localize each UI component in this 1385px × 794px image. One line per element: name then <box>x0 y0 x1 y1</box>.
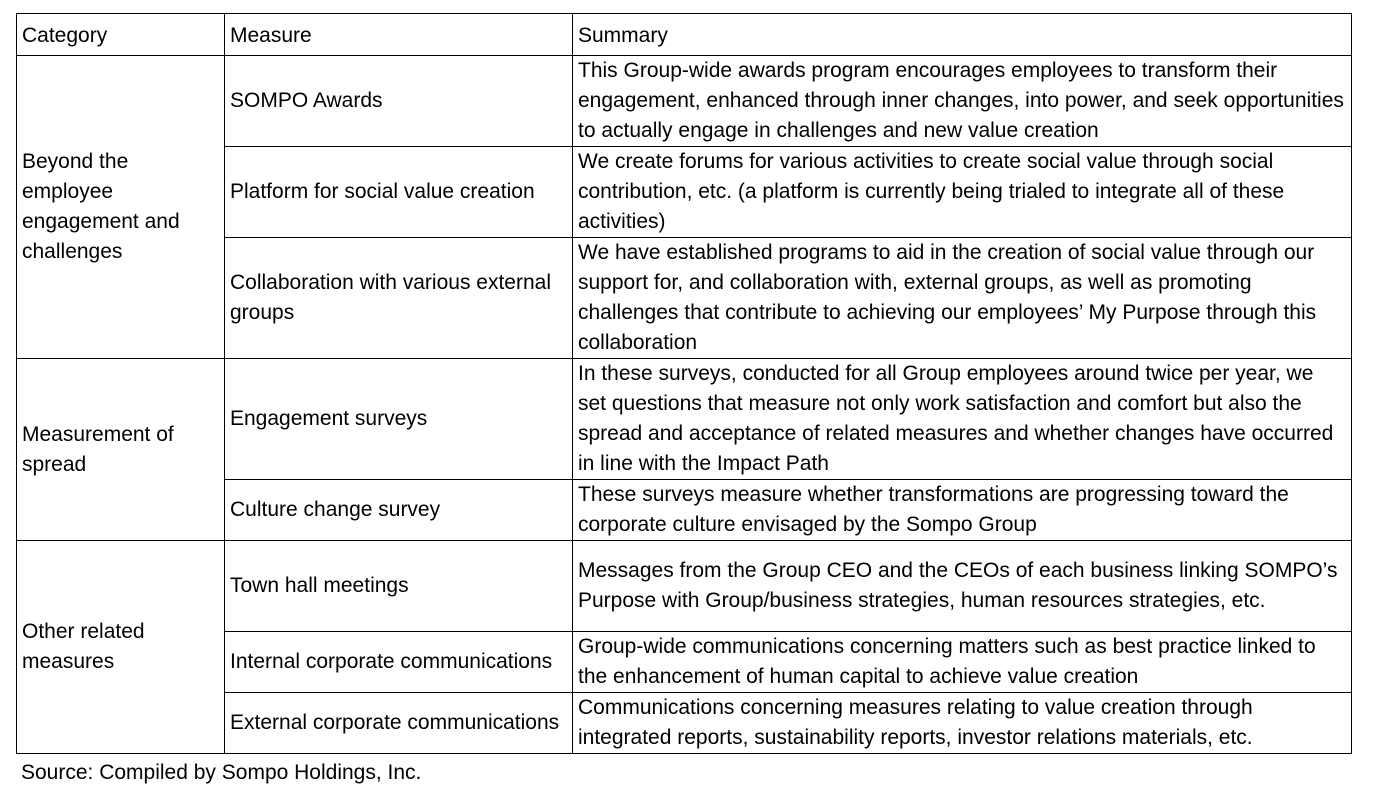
table-row <box>17 56 1352 147</box>
category-cell: Measurement of spread <box>17 359 225 541</box>
header-measure: Measure <box>225 14 573 56</box>
measure-cell: Internal corporate communications <box>225 632 573 693</box>
measure-cell: Engagement surveys <box>225 359 573 480</box>
category-cell: Beyond the employee engagement and challenges <box>17 56 225 359</box>
summary-cell: Group-wide communications concerning matters such as best practice linked to the enhancement of human capital to achieve value creation <box>573 632 1352 693</box>
summary-cell: In these surveys, conducted for all Group employees around twice per year, we set questions that measure not only work satisfaction and comfort but also the spread and acceptance of related measures and whether changes have occurred in line with the Impact Path <box>573 359 1352 480</box>
measure-cell: Platform for social value creation <box>225 147 573 238</box>
measure-cell: Town hall meetings <box>225 541 573 632</box>
category-cell: Other related measures <box>17 541 225 754</box>
source-note: Source: Compiled by Sompo Holdings, Inc. <box>21 761 422 784</box>
header-row <box>17 14 1352 56</box>
summary-cell: Communications concerning measures relating to value creation through integrated reports, sustainability reports, investor relations materials, etc. <box>573 693 1352 754</box>
summary-cell: This Group-wide awards program encourages employees to transform their engagement, enhanced through inner changes, into power, and seek opportunities to actually engage in challenges and new value creation <box>573 56 1352 147</box>
measure-cell: Collaboration with various external groups <box>225 238 573 359</box>
header-summary: Summary <box>573 14 1352 56</box>
header-category: Category <box>17 14 225 56</box>
measure-cell: SOMPO Awards <box>225 56 573 147</box>
summary-cell: We create forums for various activities to create social value through social contribution, etc. (a platform is currently being trialed to integrate all of these activities) <box>573 147 1352 238</box>
summary-cell: We have established programs to aid in the creation of social value through our support for, and collaboration with, external groups, as well as promoting challenges that contribute to achieving our employees’ My Purpose through this collaboration <box>573 238 1352 359</box>
table-row <box>17 541 1352 632</box>
table-row <box>17 359 1352 480</box>
measures-table <box>16 13 1352 754</box>
summary-cell: Messages from the Group CEO and the CEOs of each business linking SOMPO’s Purpose with Group/business strategies, human resources strategies, etc. <box>573 541 1352 632</box>
measure-cell: Culture change survey <box>225 480 573 541</box>
summary-cell: These surveys measure whether transformations are progressing toward the corporate culture envisaged by the Sompo Group <box>573 480 1352 541</box>
measure-cell: External corporate communications <box>225 693 573 754</box>
